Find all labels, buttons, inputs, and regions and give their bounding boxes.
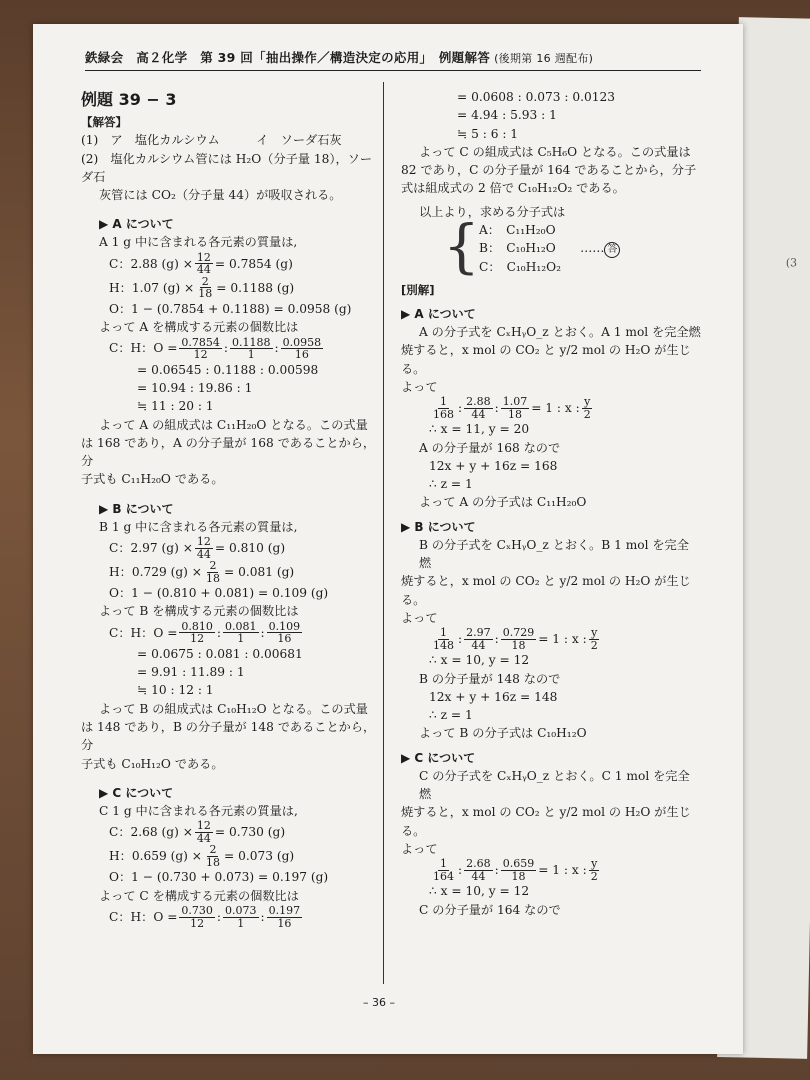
alt-b-eq2: 12x + y + 16z = 148 bbox=[429, 689, 558, 704]
a-ratio-intro: よって A を構成する元素の個数比は bbox=[99, 320, 299, 335]
c-conclusion-2: 82 であり，C の分子量が 164 であることから，分子 bbox=[401, 163, 697, 178]
alt-a-line1: A の分子式を CₓHᵧO_z とおく。A 1 mol を完全燃 bbox=[419, 324, 701, 339]
alt-a-head: ▶ A について bbox=[401, 306, 476, 321]
answer-q1: (1) ア 塩化カルシウム イ ソーダ石灰 bbox=[81, 133, 342, 148]
alt-a-mw: A の分子量が 168 なので bbox=[419, 440, 561, 455]
header-sub: (後期第 16 週配布) bbox=[494, 52, 594, 65]
a-ratio-step1: = 0.06545 : 0.1188 : 0.00598 bbox=[137, 362, 319, 377]
a-hydrogen-mass: H：1.07 (g) × $\frac{2}{18}$ = 0.1188 (g) bbox=[109, 274, 295, 301]
c-ratio-eq: C：H：O = $\frac{0.730}{12}$ : $\frac{0.073}{1}$ : $\frac{0.197}{16}$ bbox=[109, 904, 301, 930]
alt-c-line1: C の分子式を CₓHᵧO_z とおく。C 1 mol を完全燃 bbox=[419, 768, 690, 802]
alt-a-line3: よって bbox=[401, 379, 438, 394]
summary-block bbox=[401, 212, 701, 281]
alt-b-xy: ∴ x = 10, y = 12 bbox=[429, 653, 530, 668]
header-title: 鉄緑会 高２化学 第 39 回「抽出操作／構造決定の応用」 例題解答 bbox=[85, 50, 491, 65]
answer-mark-icon: 答 bbox=[604, 242, 620, 258]
a-ratio-step2: = 10.94 : 19.86 : 1 bbox=[137, 380, 253, 395]
alt-c-equation: $\frac{1}{164}$ : $\frac{2.68}{44}$ : $\frac{0.659}{18}$ = 1 : x : $\frac{y}{2}$ bbox=[433, 857, 598, 883]
c-ratio-step1: = 0.0608 : 0.073 : 0.0123 bbox=[457, 90, 615, 104]
brace-icon: { bbox=[443, 212, 480, 281]
alt-a-equation: $\frac{1}{168}$ : $\frac{2.88}{44}$ : $\frac{1.07}{18}$ = 1 : x : $\frac{y}{2}$ bbox=[433, 395, 591, 421]
column-divider bbox=[383, 82, 384, 984]
b-intro: B 1 g 中に含まれる各元素の質量は, bbox=[99, 519, 298, 534]
b-conclusion-3: 子式も C₁₀H₁₂O である。 bbox=[81, 756, 224, 771]
b-conclusion-1: よって B の組成式は C₁₀H₁₂O となる。この式量 bbox=[99, 701, 368, 716]
a-conclusion-1: よって A の組成式は C₁₁H₂₀O となる。この式量 bbox=[99, 417, 368, 432]
b-ratio-step1: = 0.0675 : 0.081 : 0.00681 bbox=[137, 646, 303, 661]
b-hydrogen-mass: H：0.729 (g) × $\frac{2}{18}$ = 0.081 (g) bbox=[109, 559, 295, 585]
c-carbon-mass: C：2.68 (g) × $\frac{12}{44}$ = 0.730 (g) bbox=[109, 819, 286, 845]
alt-solution-label: [別解] bbox=[401, 282, 435, 297]
alt-c-head: ▶ C について bbox=[401, 750, 476, 765]
c-intro: C 1 g 中に含まれる各元素の質量は, bbox=[99, 803, 298, 818]
alt-b-mw: B の分子量が 148 なので bbox=[419, 671, 561, 686]
c-ratio-step2: = 4.94 : 5.93 : 1 bbox=[457, 108, 557, 123]
a-conclusion-3: 子式も C₁₁H₂₀O である。 bbox=[81, 472, 224, 487]
alt-a-conclusion: よって A の分子式は C₁₁H₂₀O bbox=[419, 495, 587, 510]
b-ratio-step2: = 9.91 : 11.89 : 1 bbox=[137, 665, 245, 680]
a-ratio-eq: C：H：O = $\frac{0.7854}{12}$ : $\frac{0.1188}{1}$ : $\frac{0.0958}{16}$ bbox=[109, 335, 322, 362]
answer-label: 【解答】 bbox=[81, 115, 127, 129]
c-conclusion-1: よって C の組成式は C₅H₆O となる。この式量は bbox=[419, 144, 691, 159]
alt-a-eq2: 12x + y + 16z = 168 bbox=[429, 458, 558, 473]
c-conclusion-3: 式は組成式の 2 倍で C₁₀H₁₂O₂ である。 bbox=[401, 181, 625, 196]
alt-c-line2: 焼すると，x mol の CO₂ と y/2 mol の H₂O が生じる。 bbox=[401, 805, 691, 838]
alt-b-z: ∴ z = 1 bbox=[429, 708, 473, 723]
b-oxygen-mass: O：1 − (0.810 + 0.081) = 0.109 (g) bbox=[109, 586, 329, 601]
alt-b-line1: B の分子式を CₓHᵧO_z とおく。B 1 mol を完全燃 bbox=[419, 537, 689, 570]
right-column bbox=[401, 88, 701, 919]
side-fragment: (3 bbox=[785, 256, 798, 270]
section-b-head: ▶ B について bbox=[99, 501, 174, 516]
alt-a-xy: ∴ x = 11, y = 20 bbox=[429, 422, 530, 437]
b-ratio-step3: ≒ 10 : 12 : 1 bbox=[137, 683, 214, 698]
answer-q2-line2: 灰管には CO₂（分子量 44）が吸収される。 bbox=[99, 188, 342, 203]
alt-b-line2: 焼すると，x mol の CO₂ と y/2 mol の H₂O が生じる。 bbox=[401, 574, 691, 607]
alt-c-mw: C の分子量が 164 なので bbox=[419, 902, 561, 917]
alt-a-z: ∴ z = 1 bbox=[429, 477, 473, 492]
a-conclusion-2: は 168 であり，A の分子量が 168 であることから，分 bbox=[81, 435, 376, 469]
answer-q2-line1: (2) 塩化カルシウム管には H₂O（分子量 18），ソーダ石 bbox=[81, 151, 373, 184]
b-ratio-intro: よって B を構成する元素の個数比は bbox=[99, 604, 299, 619]
summary-a: A： C₁₁H₂₀O bbox=[479, 223, 556, 238]
summary-c: C： C₁₀H₁₂O₂ bbox=[479, 260, 561, 275]
a-oxygen-mass: O：1 − (0.7854 + 0.1188) = 0.0958 (g) bbox=[109, 301, 352, 316]
c-ratio-step3: ≒ 5 : 6 : 1 bbox=[457, 126, 519, 141]
document-page bbox=[33, 24, 743, 1054]
alt-b-conclusion: よって B の分子式は C₁₀H₁₂O bbox=[419, 726, 587, 741]
b-conclusion-2: は 148 であり，B の分子量が 148 であることから，分 bbox=[81, 720, 376, 753]
a-ratio-step3: ≒ 11 : 20 : 1 bbox=[137, 399, 214, 414]
problem-title: 例題 39 − 3 bbox=[81, 90, 177, 109]
a-carbon-mass: C：2.88 (g) × $\frac{12}{44}$ = 0.7854 (g) bbox=[109, 250, 293, 277]
c-hydrogen-mass: H：0.659 (g) × $\frac{2}{18}$ = 0.073 (g) bbox=[109, 843, 295, 869]
c-oxygen-mass: O：1 − (0.730 + 0.073) = 0.197 (g) bbox=[109, 870, 329, 885]
alt-b-line3: よって bbox=[401, 610, 438, 625]
alt-c-xy: ∴ x = 10, y = 12 bbox=[429, 884, 530, 899]
section-c-head: ▶ C について bbox=[99, 785, 174, 800]
a-intro: A 1 g 中に含まれる各元素の質量は, bbox=[99, 235, 298, 250]
c-ratio-intro: よって C を構成する元素の個数比は bbox=[99, 888, 299, 903]
page-number: – 36 – bbox=[363, 996, 395, 1009]
b-carbon-mass: C：2.97 (g) × $\frac{12}{44}$ = 0.810 (g) bbox=[109, 534, 286, 561]
left-column bbox=[81, 88, 376, 929]
alt-b-head: ▶ B について bbox=[401, 519, 476, 534]
b-ratio-eq: C：H：O = $\frac{0.810}{12}$ : $\frac{0.081}{1}$ : $\frac{0.109}{16}$ bbox=[109, 619, 301, 646]
summary-intro: 以上より，求める分子式は bbox=[419, 204, 566, 219]
alt-c-line3: よって bbox=[401, 841, 438, 856]
section-a-head: ▶ A について bbox=[99, 217, 174, 232]
page-header bbox=[85, 48, 701, 71]
alt-a-line2: 焼すると，x mol の CO₂ と y/2 mol の H₂O が生じる。 bbox=[401, 343, 691, 376]
summary-b: B： C₁₀H₁₂O …… 答 bbox=[401, 239, 701, 258]
alt-b-equation: $\frac{1}{148}$ : $\frac{2.97}{44}$ : $\frac{0.729}{18}$ = 1 : x : $\frac{y}{2}$ bbox=[433, 626, 598, 652]
